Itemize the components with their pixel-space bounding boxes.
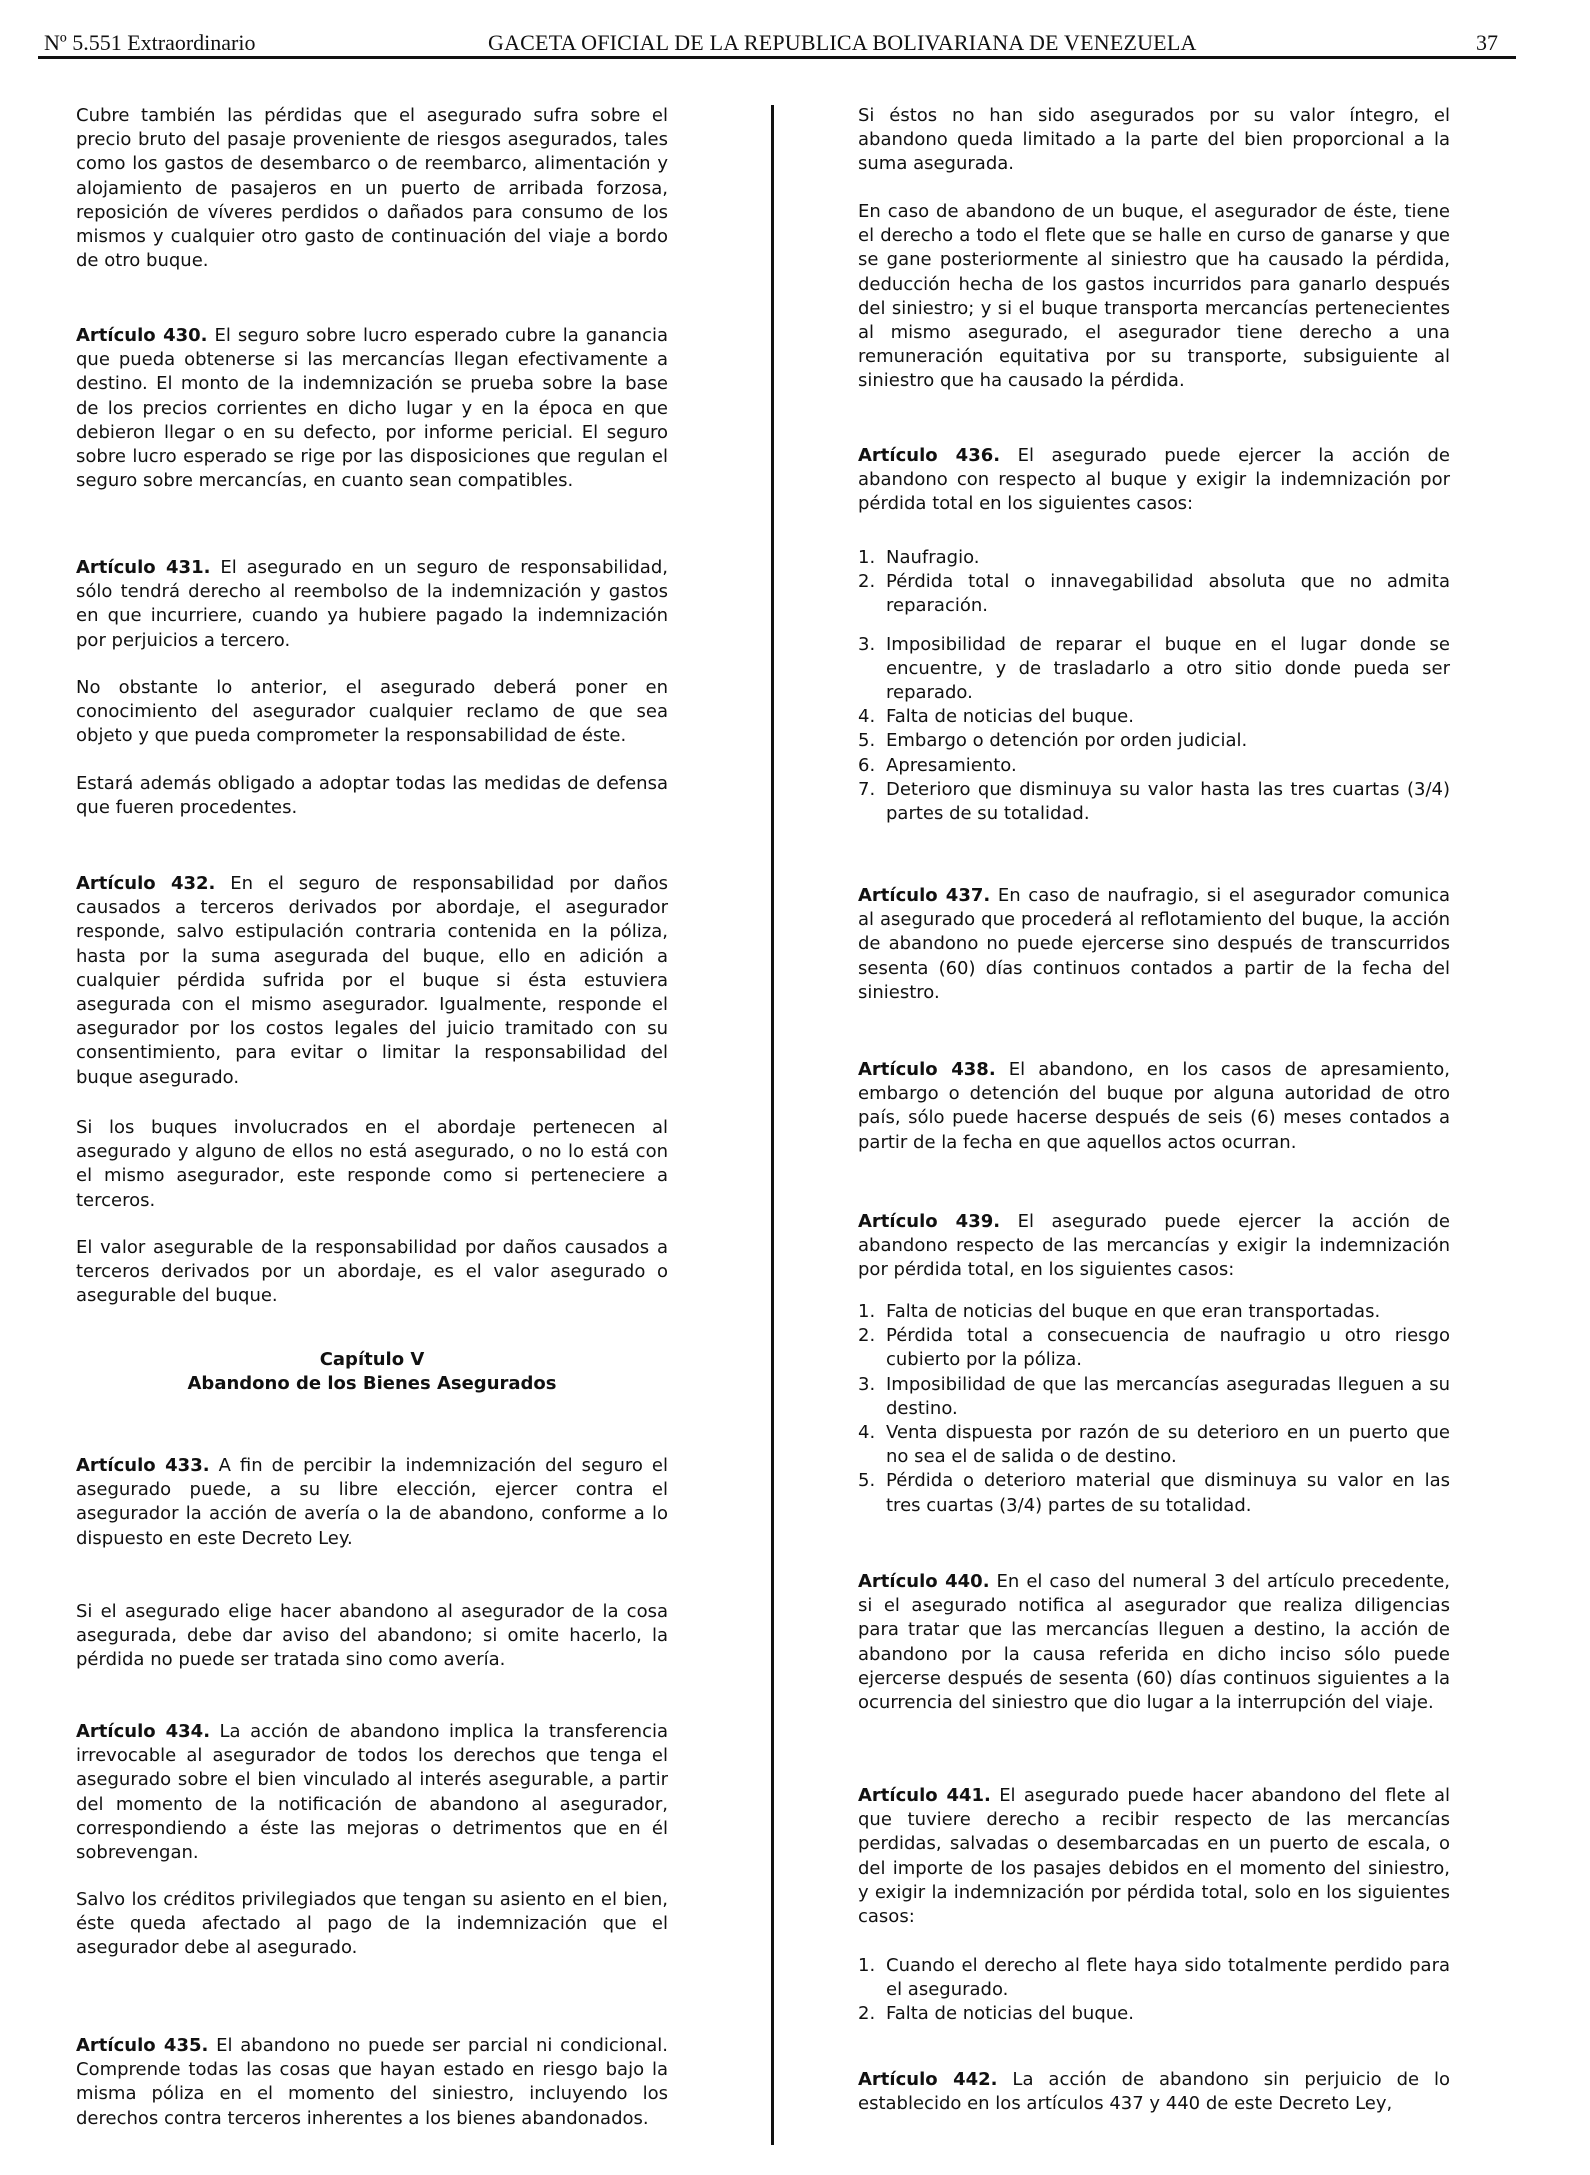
paragraph-432c: El valor asegurable de la responsabilidad por daños causados a terceros derivados por un abordaje, es el valor asegurado o asegurable del buque. <box>76 1237 668 1307</box>
page-header <box>38 30 1516 59</box>
article-text: A fin de percibir la indemnización del seguro el asegurado puede, a su libre elección, ejercer contra el asegurador la acción de avería o la de abandono, conforme a lo dispuesto en este Decreto Ley. <box>76 1455 668 1549</box>
article-text: En el caso del numeral 3 del artículo precedente, si el asegurado notifica al asegurador que realiza diligencias para tratar que las mercancías lleguen a destino, la acción de abandono por la causa referida en dicho inciso sólo puede ejercerse después de sesenta (60) días continuos siguientes a la ocurrencia del siniestro que dio lugar a la interrupción del viaje. <box>858 1571 1451 1714</box>
paragraph-431b: No obstante lo anterior, el asegurado deberá poner en conocimiento del asegurador cualquier reclamo de que sea objeto y que pueda comprometer la responsabilidad de éste. <box>76 677 668 747</box>
list-item: 4. Falta de noticias del buque. <box>858 706 1134 728</box>
list-item: 5. Embargo o detención por orden judicial. <box>858 730 1248 752</box>
article-439 <box>858 1210 1450 1283</box>
issue-number: Nº 5.551 Extraordinario <box>44 30 256 55</box>
article-text: El abandono no puede ser parcial ni condicional. Comprende todas las cosas que hayan estado en riesgo bajo la misma póliza en el momento del siniestro, incluyendo los derechos contra terceros inherentes a los bienes abandonados. <box>76 2035 668 2129</box>
list-item: 6. Apresamiento. <box>858 754 1017 776</box>
article-label: Artículo 439. <box>858 1211 1001 1232</box>
article-label: Artículo 442. <box>858 2069 998 2090</box>
list-item: 1. Falta de noticias del buque en que eran transportadas. <box>858 1301 1381 1322</box>
article-436 <box>858 444 1450 517</box>
article-label: Artículo 433. <box>76 1455 210 1476</box>
article-label: Artículo 441. <box>858 1785 991 1806</box>
article-436-list <box>858 546 1450 826</box>
article-text: La acción de abandono sin perjuicio de lo establecido en los artículos 437 y 440 de este Decreto Ley, <box>858 2069 1451 2115</box>
article-label: Artículo 430. <box>76 325 208 346</box>
article-text: El asegurado en un seguro de responsabilidad, sólo tendrá derecho al reembolso de la indemnización y gastos en que incurriere, cuando ya hubiere pagado la indemnización por perjuicios a tercero. <box>76 557 668 651</box>
page-number: 37 <box>1476 30 1498 55</box>
chapter-heading: Capítulo V <box>319 1349 425 1370</box>
article-text: El asegurado puede ejercer la acción de abandono con respecto al buque y exigir la indemnización por pérdida total en los siguientes casos: <box>858 445 1451 515</box>
list-item: 3. Imposibilidad de que las mercancías aseguradas lleguen a su destino. <box>858 1373 1450 1419</box>
article-432 <box>76 872 668 1090</box>
list-item: 1. Naufragio. <box>858 547 980 568</box>
article-label: Artículo 437. <box>858 885 991 906</box>
list-item: 1. Cuando el derecho al flete haya sido totalmente perdido para el asegurado. <box>858 1955 1450 2001</box>
article-431 <box>76 556 668 653</box>
article-434 <box>76 1720 668 1865</box>
paragraph-pasaje: Cubre también las pérdidas que el asegurado sufra sobre el precio bruto del pasaje proveniente de riesgos asegurados, tales como los gastos de desembarco o de reembarco, alimentación y alojamiento de pasajeros en un puerto de arribada forzosa, reposición de víveres perdidos o dañados para consumo de los mismos y cualquier otro gasto de continuación del viaje a bordo de otro buque. <box>76 105 668 272</box>
article-441 <box>858 1784 1450 1929</box>
article-text: En el seguro de responsabilidad por daños causados a terceros derivados por abordaje, el asegurador responde, salvo estipulación contraria contenida en la póliza, hasta por la suma asegurada del buque, ello en adición a cualquier pérdida sufrida por el buque si ésta estuviera asegurada con el mismo asegurador. Igualmente, responde el asegurador por los costos legales del juicio tramitado con su consentimiento, para evitar o limitar la responsabilidad del buque asegurado. <box>76 873 669 1088</box>
article-text: El asegurado puede ejercer la acción de abandono respecto de las mercancías y exigir la indemnización por pérdida total, en los siguientes casos: <box>858 1211 1451 1281</box>
article-441-list <box>858 1954 1450 2027</box>
article-text: La acción de abandono implica la transferencia irrevocable al asegurador de todos los derechos que tenga el asegurado sobre el bien vinculado al interés asegurable, a partir del momento de la notificación de abandono al asegurador, correspondiendo a éste las mejoras o detrimentos que en él sobrevengan. <box>76 1721 668 1864</box>
article-433 <box>76 1454 668 1551</box>
list-item: 5. Pérdida o deterioro material que disminuya su valor en las tres cuartas (3/4) partes de su totalidad. <box>858 1470 1450 1516</box>
article-text: El seguro sobre lucro esperado cubre la ganancia que pueda obtenerse si las mercancías llegan efectivamente a destino. El monto de la indemnización se prueba sobre la base de los precios corrientes en dicho lugar y en la época en que debieron llegar o en su defecto, por informe pericial. El seguro sobre lucro esperado se rige por las disposiciones que regulan el seguro sobre mercancías, en cuanto sean compatibles. <box>76 325 669 492</box>
article-label: Artículo 434. <box>76 1721 211 1742</box>
list-item: 2. Pérdida total a consecuencia de naufragio u otro riesgo cubierto por la póliza. <box>858 1325 1450 1371</box>
article-label: Artículo 432. <box>76 873 216 894</box>
paragraph-434b: Salvo los créditos privilegiados que tengan su asiento en el bien, éste queda afectado al pago de la indemnización que el asegurador debe al asegurado. <box>76 1889 668 1959</box>
article-label: Artículo 436. <box>858 445 1001 466</box>
paragraph-433b: Si el asegurado elige hacer abandono al asegurador de la cosa asegurada, debe dar aviso del abandono; si omite hacerlo, la pérdida no puede ser tratada sino como avería. <box>76 1601 668 1671</box>
article-442 <box>858 2068 1450 2116</box>
column-divider <box>771 105 774 2145</box>
paragraph-abandono-buque: En caso de abandono de un buque, el asegurador de éste, tiene el derecho a todo el flete que se halle en curso de ganarse y que se gane posteriormente al siniestro que ha causado la pérdida, deducción hecha de los gastos incurridos para ganarlo después del siniestro; y si el buque transporta mercancías pertenecientes al mismo asegurado, el asegurador tiene derecho a una remuneración equitativa por su transporte, subsiguiente al siniestro que ha causado la pérdida. <box>858 201 1450 392</box>
article-440 <box>858 1570 1450 1715</box>
paragraph-431c: Estará además obligado a adoptar todas las medidas de defensa que fueren procedentes. <box>76 773 668 819</box>
article-text: El abandono, en los casos de apresamiento, embargo o detención del buque por alguna autoridad de otro país, sólo puede hacerse después de seis (6) meses contados a partir de la fecha en que aquellos actos ocurran. <box>858 1059 1450 1153</box>
article-438 <box>858 1058 1450 1155</box>
list-item: 2. Falta de noticias del buque. <box>858 2003 1134 2025</box>
article-430 <box>76 324 668 493</box>
article-text: El asegurado puede hacer abandono del flete al que tuviere derecho a recibir respecto de las mercancías perdidas, salvadas o desembarcadas en un puerto de escala, o del importe de los pasajes debidos en el momento del siniestro, y exigir la indemnización por pérdida total, solo en los siguientes casos: <box>858 1785 1450 1928</box>
article-label: Artículo 440. <box>858 1571 990 1592</box>
gazette-title: GACETA OFICIAL DE LA REPUBLICA BOLIVARIANA DE VENEZUELA <box>488 30 1197 55</box>
article-text: En caso de naufragio, si el asegurador comunica al asegurado que procederá al reflotamiento del buque, la acción de abandono no puede ejercerse sino después de transcurridos sesenta (60) días continuos contados a partir de la fecha del siniestro. <box>858 885 1451 1003</box>
paragraph-valor-integro: Si éstos no han sido asegurados por su valor íntegro, el abandono queda limitado a la parte del bien proporcional a la suma asegurada. <box>858 105 1450 175</box>
list-item: 4. Venta dispuesta por razón de su deterioro en un puerto que no sea el de salida o de destino. <box>858 1422 1450 1468</box>
article-437 <box>858 884 1450 1005</box>
article-label: Artículo 431. <box>76 557 211 578</box>
article-435 <box>76 2034 668 2131</box>
article-label: Artículo 438. <box>858 1059 996 1080</box>
article-label: Artículo 435. <box>76 2035 209 2056</box>
article-439-list <box>858 1300 1450 1518</box>
list-item: 7. Deterioro que disminuya su valor hasta las tres cuartas (3/4) partes de su totalidad. <box>858 778 1450 825</box>
paragraph-432b: Si los buques involucrados en el abordaje pertenecen al asegurado y alguno de ellos no está asegurado, o no lo está con el mismo asegurador, este responde como si perteneciere a terceros. <box>76 1117 668 1211</box>
chapter-title: Abandono de los Bienes Asegurados <box>187 1373 557 1394</box>
list-item: 3. Imposibilidad de reparar el buque en el lugar donde se encuentre, y de trasladarlo a otro sitio donde pueda ser reparado. <box>858 633 1450 704</box>
list-item: 2. Pérdida total o innavegabilidad absoluta que no admita reparación. <box>858 571 1450 617</box>
